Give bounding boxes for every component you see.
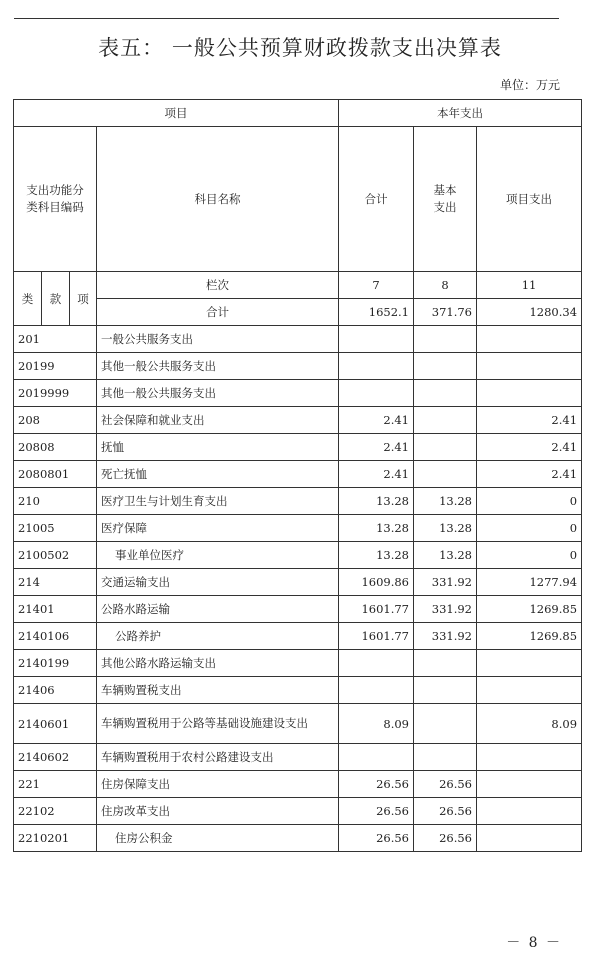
row-basic: 331.92	[414, 623, 477, 650]
row-code: 2140602	[14, 744, 97, 771]
column-index-label: 栏次	[97, 272, 339, 299]
row-basic	[414, 326, 477, 353]
row-basic: 13.28	[414, 515, 477, 542]
header-basic-line1: 基本	[433, 183, 457, 197]
row-subject-name: 公路养护	[97, 623, 339, 650]
table-row	[14, 434, 582, 461]
header-xiang: 项	[70, 272, 97, 326]
row-total: 26.56	[339, 798, 414, 825]
header-current-year: 本年支出	[339, 100, 582, 127]
row-code: 2140199	[14, 650, 97, 677]
row-project: 1277.94	[477, 569, 582, 596]
header-row-3	[14, 272, 582, 299]
row-subject-name: 住房保障支出	[97, 771, 339, 798]
header-row-2	[14, 127, 582, 272]
row-subject-name: 住房公积金	[97, 825, 339, 852]
table-row	[14, 771, 582, 798]
row-code: 2019999	[14, 380, 97, 407]
expenditure-table	[13, 99, 582, 852]
row-code: 2140601	[14, 704, 97, 744]
row-total	[339, 677, 414, 704]
column-index-total: 7	[339, 272, 414, 299]
row-subject-name: 公路水路运输	[97, 596, 339, 623]
row-total: 13.28	[339, 515, 414, 542]
row-basic	[414, 704, 477, 744]
row-code: 21005	[14, 515, 97, 542]
sum-basic: 371.76	[414, 299, 477, 326]
row-total	[339, 353, 414, 380]
row-project	[477, 798, 582, 825]
sum-row	[14, 299, 582, 326]
row-subject-name: 住房改革支出	[97, 798, 339, 825]
table-row	[14, 407, 582, 434]
header-code-line2: 类科目编码	[26, 200, 84, 214]
header-basic	[414, 127, 477, 272]
header-basic-line2: 支出	[433, 200, 457, 214]
header-subject-name: 科目名称	[97, 127, 339, 272]
table-row	[14, 798, 582, 825]
table-row	[14, 353, 582, 380]
row-basic	[414, 650, 477, 677]
row-project	[477, 677, 582, 704]
row-subject-name: 死亡抚恤	[97, 461, 339, 488]
unit-label: 单位：万元	[499, 78, 560, 92]
row-code: 21406	[14, 677, 97, 704]
row-code: 210	[14, 488, 97, 515]
page-number: － 8 －	[506, 935, 562, 951]
row-subject-name: 车辆购置税用于农村公路建设支出	[97, 744, 339, 771]
row-subject-name: 事业单位医疗	[97, 542, 339, 569]
header-item: 项目	[14, 100, 339, 127]
row-code: 22102	[14, 798, 97, 825]
sum-total: 1652.1	[339, 299, 414, 326]
sum-label: 合计	[97, 299, 339, 326]
row-subject-name: 医疗保障	[97, 515, 339, 542]
row-basic	[414, 407, 477, 434]
row-subject-name: 社会保障和就业支出	[97, 407, 339, 434]
row-subject-name: 一般公共服务支出	[97, 326, 339, 353]
table-row	[14, 744, 582, 771]
table-row	[14, 326, 582, 353]
row-total: 1601.77	[339, 623, 414, 650]
row-basic: 13.28	[414, 488, 477, 515]
table-row	[14, 542, 582, 569]
row-total: 2.41	[339, 407, 414, 434]
row-basic	[414, 744, 477, 771]
row-basic	[414, 677, 477, 704]
row-basic: 26.56	[414, 798, 477, 825]
table-row	[14, 461, 582, 488]
row-project	[477, 380, 582, 407]
header-total: 合计	[339, 127, 414, 272]
row-code: 2140106	[14, 623, 97, 650]
row-total	[339, 744, 414, 771]
sum-project: 1280.34	[477, 299, 582, 326]
row-total: 1601.77	[339, 596, 414, 623]
row-subject-name: 车辆购置税用于公路等基础设施建设支出	[97, 704, 339, 744]
table-row	[14, 515, 582, 542]
row-project	[477, 771, 582, 798]
table-row	[14, 677, 582, 704]
table-row	[14, 569, 582, 596]
row-subject-name: 其他一般公共服务支出	[97, 380, 339, 407]
row-basic: 13.28	[414, 542, 477, 569]
row-project	[477, 326, 582, 353]
row-code: 20199	[14, 353, 97, 380]
row-project: 1269.85	[477, 596, 582, 623]
row-total	[339, 380, 414, 407]
row-project: 2.41	[477, 461, 582, 488]
row-project: 2.41	[477, 434, 582, 461]
header-project: 项目支出	[477, 127, 582, 272]
row-total: 26.56	[339, 771, 414, 798]
header-row-1	[14, 100, 582, 127]
row-basic	[414, 434, 477, 461]
table-row	[14, 623, 582, 650]
header-kuan: 款	[42, 272, 70, 326]
top-rule	[14, 18, 559, 19]
row-project	[477, 744, 582, 771]
header-code-line1: 支出功能分	[26, 183, 84, 197]
table-row	[14, 596, 582, 623]
row-code: 21401	[14, 596, 97, 623]
row-basic	[414, 353, 477, 380]
row-subject-name: 其他公路水路运输支出	[97, 650, 339, 677]
row-subject-name: 医疗卫生与计划生育支出	[97, 488, 339, 515]
column-index-basic: 8	[414, 272, 477, 299]
row-basic: 331.92	[414, 569, 477, 596]
column-index-project: 11	[477, 272, 582, 299]
row-project: 0	[477, 542, 582, 569]
row-subject-name: 抚恤	[97, 434, 339, 461]
row-code: 208	[14, 407, 97, 434]
row-total: 26.56	[339, 825, 414, 852]
row-total: 13.28	[339, 488, 414, 515]
row-code: 221	[14, 771, 97, 798]
row-subject-name: 车辆购置税支出	[97, 677, 339, 704]
table-row	[14, 704, 582, 744]
row-project: 0	[477, 515, 582, 542]
table-row	[14, 380, 582, 407]
row-project: 8.09	[477, 704, 582, 744]
row-project: 1269.85	[477, 623, 582, 650]
row-code: 2210201	[14, 825, 97, 852]
row-project: 0	[477, 488, 582, 515]
header-code	[14, 127, 97, 272]
row-code: 214	[14, 569, 97, 596]
row-basic	[414, 380, 477, 407]
row-total	[339, 326, 414, 353]
row-basic	[414, 461, 477, 488]
row-project	[477, 353, 582, 380]
row-code: 201	[14, 326, 97, 353]
row-total: 1609.86	[339, 569, 414, 596]
row-code: 2080801	[14, 461, 97, 488]
table-row	[14, 825, 582, 852]
row-basic: 26.56	[414, 771, 477, 798]
page-title: 表五： 一般公共预算财政拨款支出决算表	[98, 36, 502, 60]
row-project: 2.41	[477, 407, 582, 434]
row-basic: 331.92	[414, 596, 477, 623]
row-total: 2.41	[339, 434, 414, 461]
row-project	[477, 825, 582, 852]
row-subject-name: 其他一般公共服务支出	[97, 353, 339, 380]
row-basic: 26.56	[414, 825, 477, 852]
row-total: 8.09	[339, 704, 414, 744]
row-subject-name: 交通运输支出	[97, 569, 339, 596]
header-lei: 类	[14, 272, 42, 326]
row-total: 13.28	[339, 542, 414, 569]
table-row	[14, 488, 582, 515]
table-row	[14, 650, 582, 677]
row-code: 2100502	[14, 542, 97, 569]
row-total: 2.41	[339, 461, 414, 488]
row-project	[477, 650, 582, 677]
row-code: 20808	[14, 434, 97, 461]
row-total	[339, 650, 414, 677]
